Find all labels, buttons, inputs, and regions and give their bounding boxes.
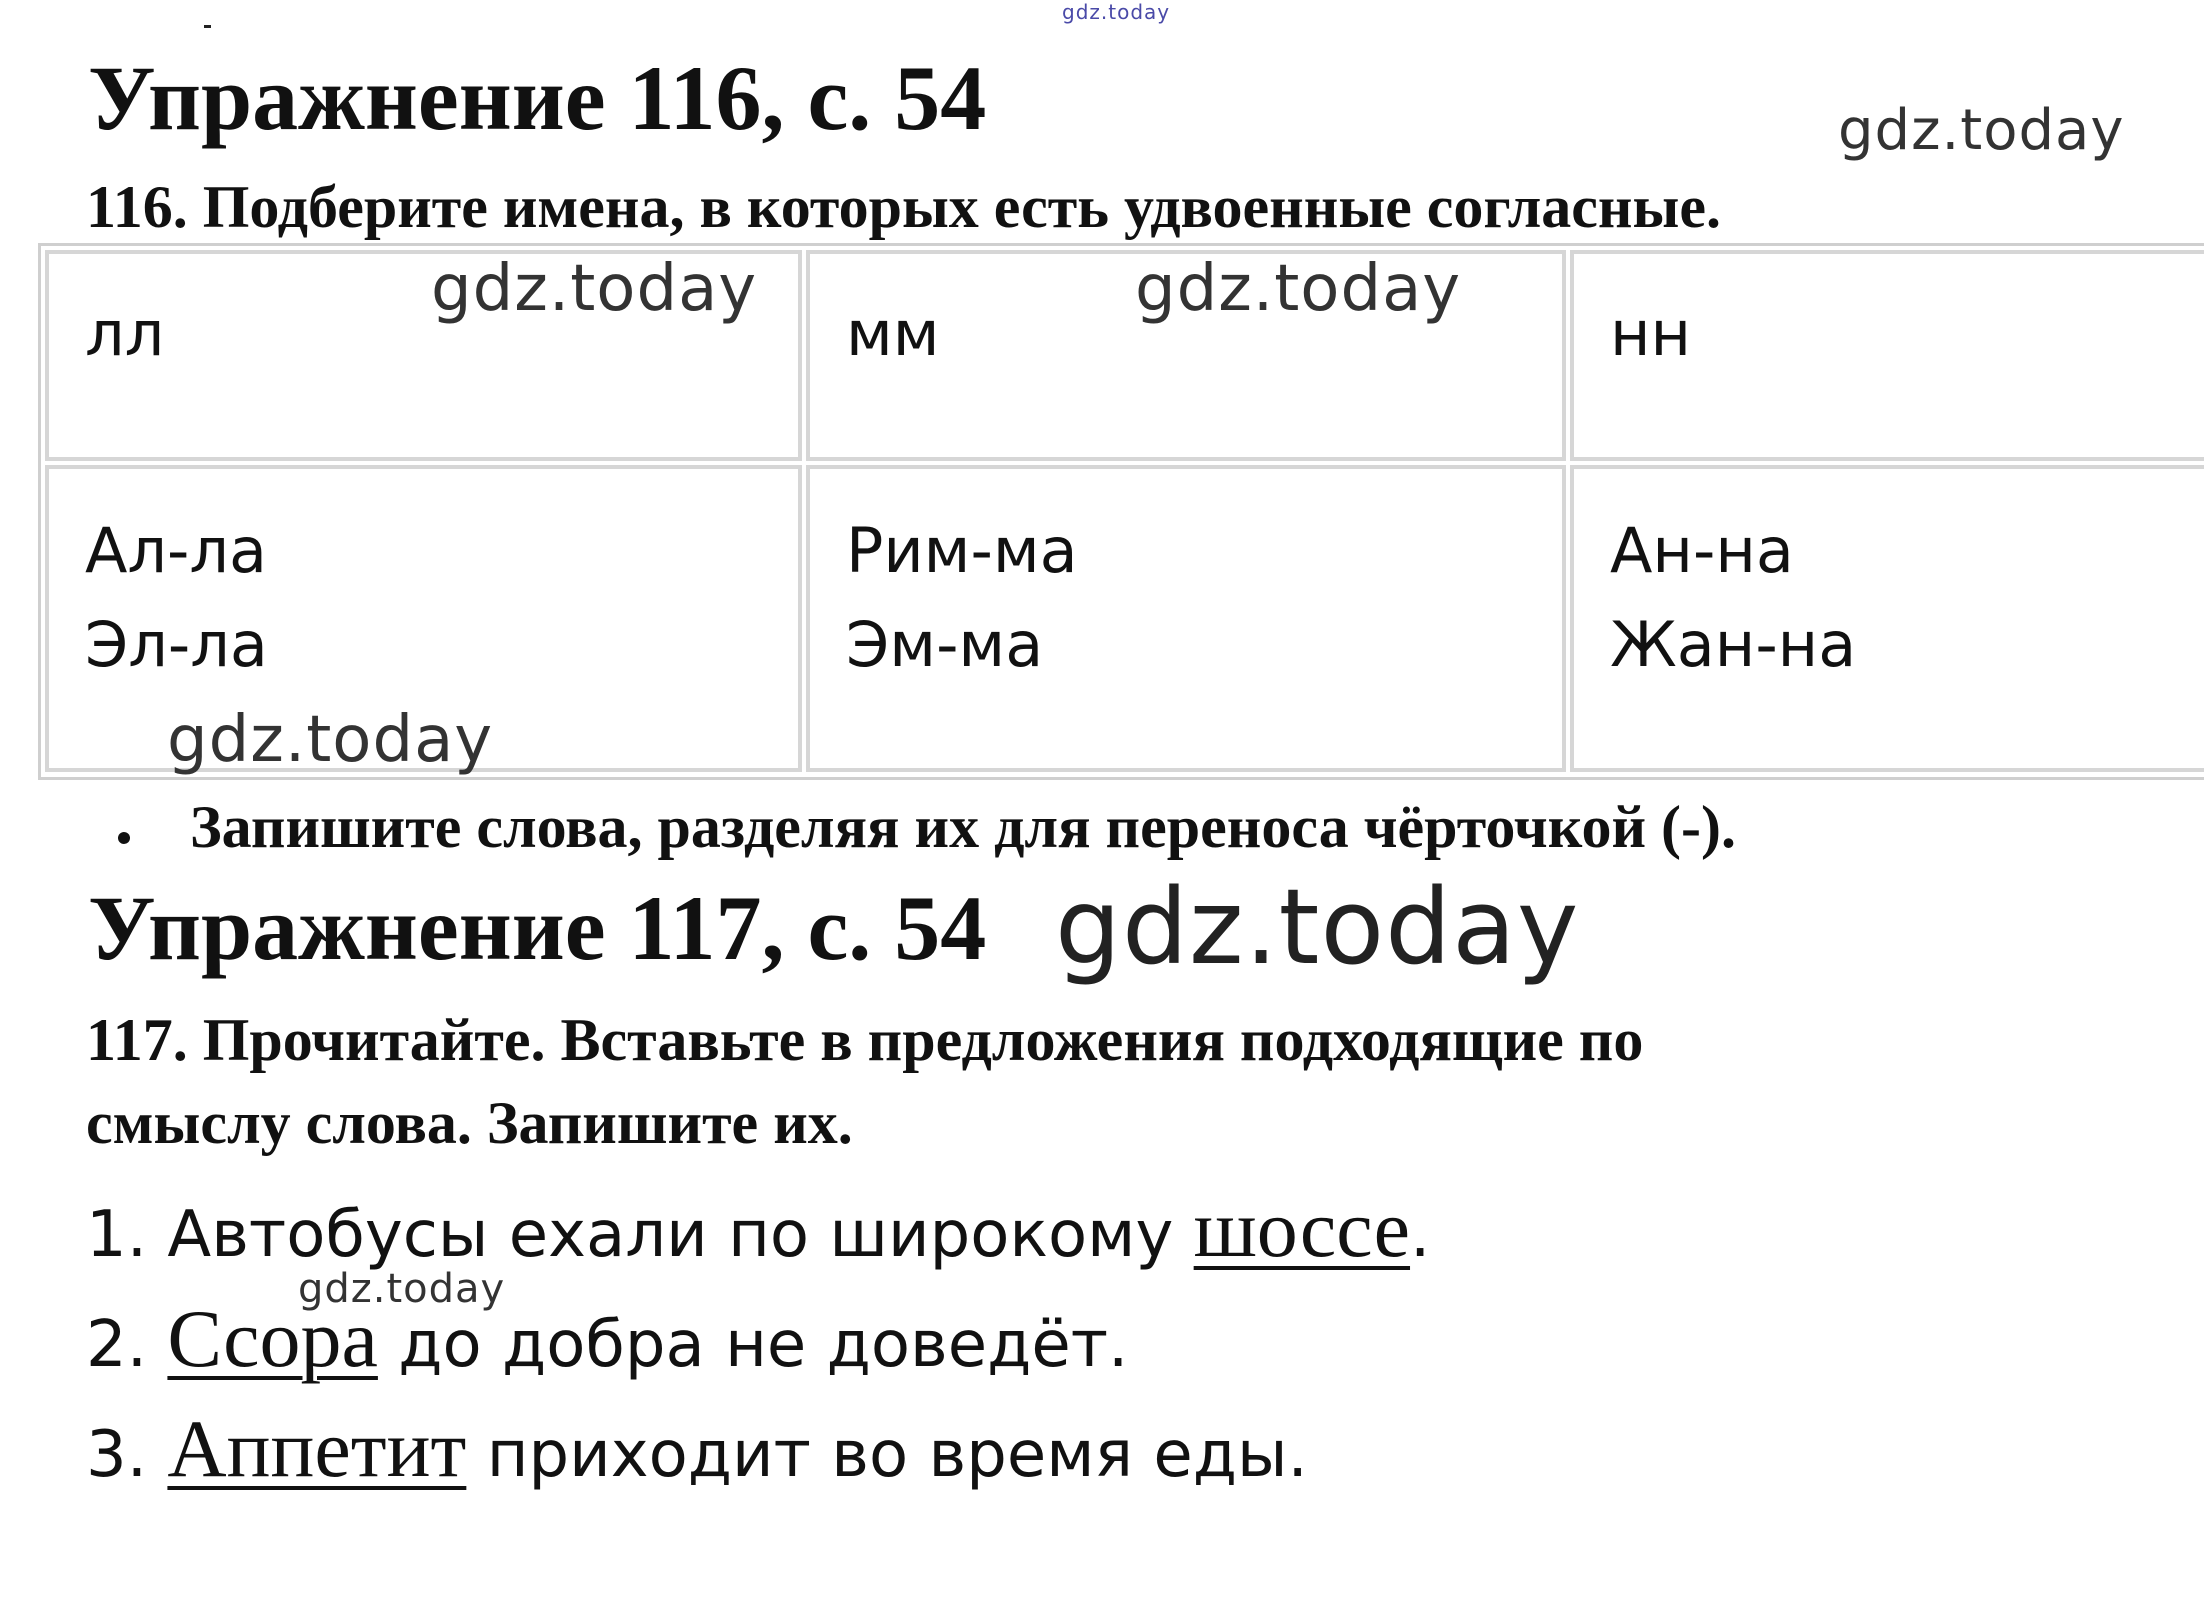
watermark-table-bottom-left: gdz.today [167, 703, 494, 777]
exercise-116-bullet: Запишите слова, разделяя их для переноса чёрточкой (-). [190, 794, 1736, 860]
watermark-heading-117: gdz.today [1055, 866, 1580, 988]
name-rimma: Рим-ма [846, 514, 1078, 587]
sentence-2-number: 2. [86, 1308, 148, 1382]
exercise-116-heading: Упражнение 116, с. 54 [88, 47, 987, 149]
exercise-116-task: 116. Подберите имена, в которых есть удвоенные согласные. [86, 174, 1721, 240]
exercise-117-task-line2: смыслу слова. Запишите их. [86, 1090, 853, 1156]
watermark-header-right: gdz.today [1838, 98, 2125, 163]
exercise-117-task-line1: 117. Прочитайте. Вставьте в предложения подходящие по [86, 1007, 1644, 1073]
table-header-ll: лл [85, 297, 165, 370]
sentence-3 [86, 1403, 1308, 1494]
names-table [38, 243, 2204, 780]
sentence-1-number: 1. [86, 1198, 148, 1272]
watermark-sentence-2: gdz.today [298, 1266, 506, 1312]
table-header-mm: мм [846, 297, 940, 370]
name-anna: Ан-на [1610, 514, 1794, 587]
sentence-1-before: Автобусы ехали по широкому [167, 1198, 1194, 1272]
sentence-3-number: 3. [86, 1418, 148, 1492]
name-ella: Эл-ла [85, 608, 268, 681]
name-zhanna: Жан-на [1610, 608, 1857, 681]
sentence-3-answer: Аппетит [167, 1403, 467, 1494]
table-header-nn: нн [1610, 297, 1692, 370]
sentence-2-after: до добра не доведёт. [377, 1308, 1129, 1382]
exercise-117-heading: Упражнение 117, с. 54 [88, 877, 987, 979]
sentence-1-answer: шоссе [1193, 1183, 1411, 1274]
watermark-table-ll: gdz.today [431, 252, 758, 326]
sentence-3-after: приходит во время еды. [466, 1418, 1308, 1492]
bullet-dot [118, 832, 130, 844]
watermark-top: gdz.today [1062, 0, 1171, 24]
name-alla: Ал-ла [85, 514, 268, 587]
watermark-table-mm: gdz.today [1135, 252, 1462, 326]
sentence-1 [86, 1183, 1431, 1274]
sentence-2 [86, 1293, 1129, 1384]
name-emma: Эм-ма [846, 608, 1044, 681]
sentence-2-answer: Ссора [167, 1293, 378, 1384]
stray-mark [204, 25, 211, 28]
sentence-1-after: . [1410, 1198, 1431, 1272]
